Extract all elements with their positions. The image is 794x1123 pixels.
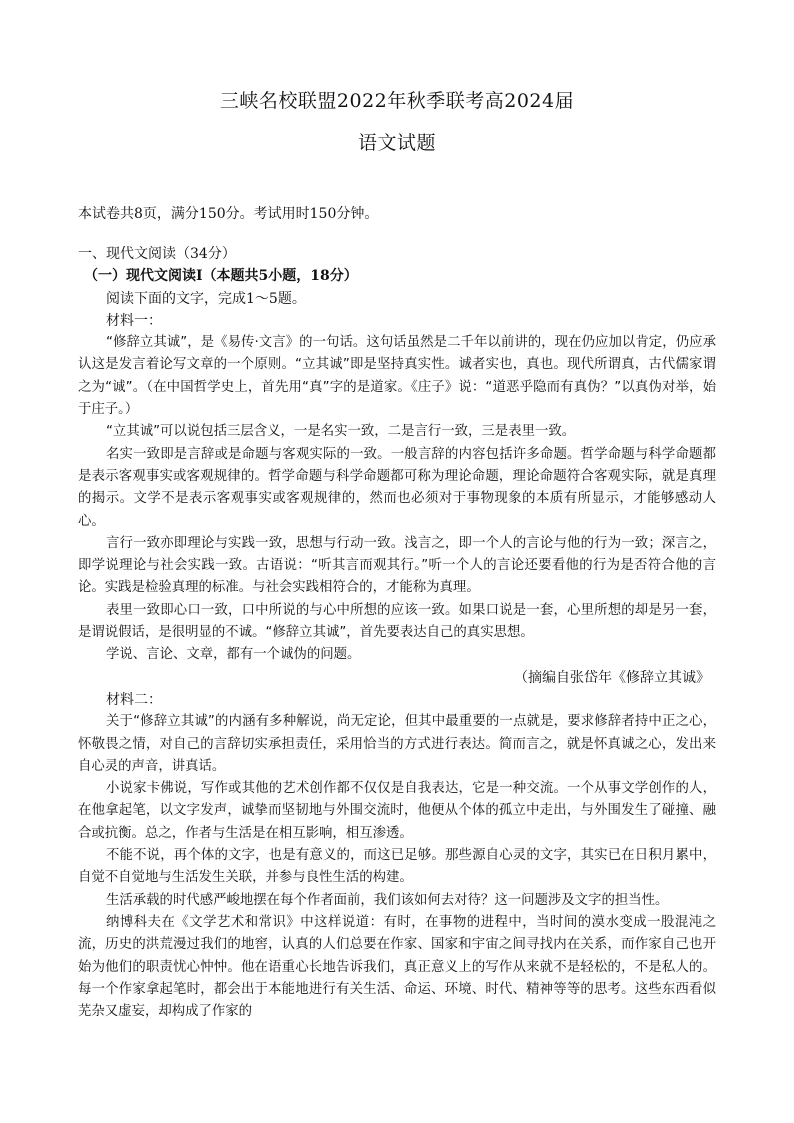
- sub-section-heading: （一）现代文阅读Ⅰ（本题共5小题，18分）: [84, 268, 358, 285]
- paragraph: 学说、言论、文章，都有一个诚伪的问题。: [106, 647, 361, 663]
- paragraph: 纳博科夫在《文学艺术和常识》中这样说道：有时，在事物的进程中，当时间的漠水变成一股混沌之流，历史的洪荒漫过我们的地窖，认真的人们总要在作家、国家和宇宙之间寻找内在关系，而作家自己也开始为他们的职责忧心忡忡。他在语重心长地告诉我们，真正意义上的写作从来就不是轻松的，不是私人的。每一个作家拿起笔时，都会出于本能地进行有关生活、命运、环境、时代、精神等等的思考。这些东西看似芜杂又虚妄，却构成了作家的: [78, 914, 716, 1020]
- reading-instruction: 阅读下面的文字，完成1～5题。: [106, 290, 306, 307]
- paragraph: 名实一致即是言辞或是命题与客观实际的一致。一般言辞的内容包括许多命题。哲学命题与科学命题都是表示客观事实或客观规律的。哲学命题与科学命题都可称为理论命题，理论命题符合客观实际，就是真理的揭示。文学不是表示客观事实或客观规律的，然而也必须对于事物现象的本质有所显示，才能够感动人心。: [78, 446, 716, 529]
- paragraph: 不能不说，再个体的文字，也是有意义的，而这已足够。那些源自心灵的文字，其实已在日积月累中，自觉不自觉地与生活发生关联，并参与良性生活的构建。: [78, 848, 716, 886]
- paragraph: 小说家卡佛说，写作或其他的艺术创作都不仅仅是自我表达，它是一种交流。一个从事文学创作的人，在他拿起笔，以文字发声，诚挚而坚韧地与外围交流时，他便从个体的孤立中走出，与外围发生了碰撞、融合或抗衡。总之，作者与生活是在相互影响，相互渗透。: [78, 781, 716, 841]
- paragraph: 生活承载的时代感严峻地摆在每个作者面前，我们该如何去对待？这一问题涉及文字的担当性。: [106, 892, 669, 908]
- paragraph: 关于“修辞立其诚”的内涵有多种解说，尚无定论，但其中最重要的一点就是，要求修辞者持中正之心，怀敬畏之情，对自己的言辞切实承担责任，采用恰当的方式进行表达。简而言之，就是怀真诚之心，发出来自心灵的声音，讲真话。: [78, 714, 716, 774]
- exam-info: 本试卷共8页，满分150分。考试用时150分钟。: [78, 206, 379, 222]
- material1-label: 材料一：: [106, 312, 162, 329]
- source-citation: （摘编自张岱年《修辞立其诚》: [514, 669, 710, 686]
- material2-label: 材料二：: [106, 691, 162, 708]
- paragraph: “立其诚”可以说包括三层含义，一是名实一致，二是言行一致，三是表里一致。: [106, 424, 576, 440]
- paragraph: 言行一致亦即理论与实践一致，思想与行动一致。浅言之，即一个人的言论与他的行为一致；深言之，即学说理论与社会实践一致。古语说：“听其言而观其行。”听一个人的言论还要看他的行为是否符合他的言论。实践是检验真理的标准。与社会实践相符合的，才能称为真理。: [78, 535, 716, 596]
- paragraph: 表里一致即心口一致，口中所说的与心中所想的应该一致。如果口说是一套，心里所想的却是另一套，是谓说假话，是很明显的不诚。“修辞立其诚”，首先要表达自己的真实思想。: [78, 602, 716, 641]
- section-heading: 一、现代文阅读（34分）: [78, 246, 236, 262]
- exam-content: [78, 243, 716, 1023]
- paragraph: “修辞立其诚”，是《易传·文言》的一句话。这句话虽然是二千年以前讲的，现在仍应加以肯定，仍应承认这是发言着论写文章的一个原则。“立其诚”即是坚持真实性。诚者实也，真也。现代所谓真，古代儒家谓之为“诚”。（在中国哲学史上，首先用“真”字的是道家。《庄子》说：“道恶乎隐而有真伪？”以真伪对举，始于庄子。）: [78, 335, 716, 418]
- exam-subject: 语文试题: [357, 132, 436, 154]
- exam-title: 三峡名校联盟2022年秋季联考高2024届: [219, 90, 575, 112]
